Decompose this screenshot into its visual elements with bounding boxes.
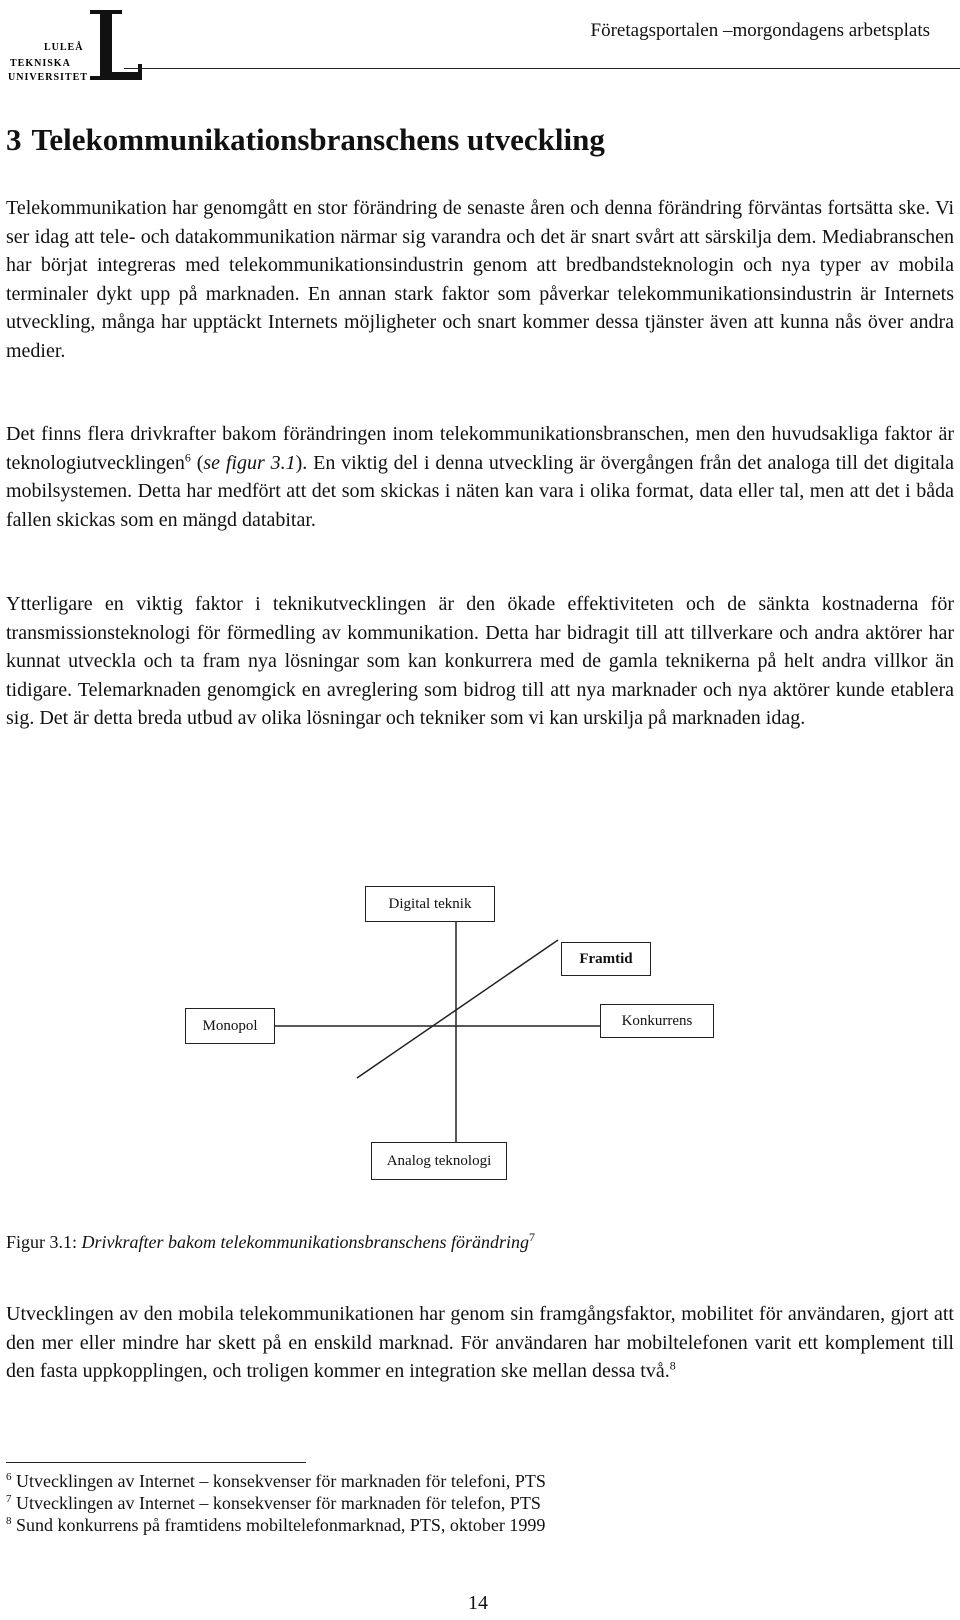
box-monopol: Monopol <box>185 1008 275 1044</box>
chapter-heading <box>6 122 605 158</box>
header-rule <box>124 68 960 69</box>
paragraph-2-text-a: Det finns flera drivkrafter bakom förändringen inom telekommunikationsbranschen, men den huvudsakliga faktor är teknologiutvecklingen <box>6 423 954 474</box>
running-title: Företagsportalen –morgondagens arbetsplats <box>590 20 930 41</box>
footnote-6-number: 6 <box>6 1471 12 1483</box>
paragraph-1: Telekommunikation har genomgått en stor förändring de senaste åren och denna förändring förväntas fortsätta ske. Vi ser idag att tele- och datakommunikation närmar sig varandra och det är snart svårt att särskilja dem. Mediabranschen har börjat integreras med telekommunikationsindustrin genom att bredbandsteknologin och nya typer av mobila terminaler dykt upp på marknaden. En annan stark faktor som påverkar telekommunikationsindustrin är Internets utveckling, många har upptäckt Internets möjligheter och snart kommer dessa tjänster även att kunna nås över andra medier. <box>6 197 954 362</box>
caption-text: Drivkrafter bakom telekommunikationsbranschens förändring <box>81 1232 529 1252</box>
figure-caption <box>6 1232 535 1253</box>
box-framtid: Framtid <box>561 942 651 976</box>
paragraph-4-text: Utvecklingen av den mobila telekommunikationen har genom sin framgångsfaktor, mobilitet för användaren, gjort att den mer eller mindre har skett på en enskild marknad. För användaren har mobiltelefonen varit ett komplement till den fasta uppkopplingen, och troligen kommer en integration ske mellan dessa två. <box>6 1303 954 1382</box>
footnote-6-text: Utvecklingen av Internet – konsekvenser för marknaden för telefoni, PTS <box>16 1471 546 1491</box>
paragraph-2 <box>6 420 954 534</box>
footnote-rule <box>6 1462 306 1463</box>
svg-text:LULEÅ: LULEÅ <box>44 42 84 53</box>
caption-prefix: Figur 3.1: <box>6 1232 82 1252</box>
figure-3-1 <box>0 880 960 1210</box>
page-number: 14 <box>468 1592 488 1614</box>
paragraph-2-open: ( <box>190 451 204 474</box>
university-logo <box>4 6 144 84</box>
page-header <box>0 0 960 83</box>
footnote-6 <box>6 1470 546 1492</box>
footnote-7 <box>6 1492 546 1514</box>
box-digital-teknik: Digital teknik <box>365 886 495 922</box>
footnote-8 <box>6 1514 546 1536</box>
footnote-ref-8[interactable]: 8 <box>669 1358 676 1373</box>
footnote-8-text: Sund konkurrens på framtidens mobiltelefonmarknad, PTS, oktober 1999 <box>16 1515 546 1535</box>
trend-arrow <box>357 940 558 1078</box>
svg-text:UNIVERSITET: UNIVERSITET <box>8 72 88 83</box>
footnote-7-number: 7 <box>6 1493 12 1505</box>
paragraph-2-text-b: ). En viktig del i denna utveckling är övergången från det analoga till det digitala mobilsystemen. Detta har medfört att det som skickas i näten kan vara i olika format, data eller tal, men att det i båda fallen skickas som en mängd databitar. <box>6 451 954 531</box>
footnote-ref-6[interactable]: 6 <box>184 449 191 464</box>
box-analog-teknologi: Analog teknologi <box>371 1142 507 1180</box>
box-konkurrens: Konkurrens <box>600 1004 714 1038</box>
footnote-ref-7[interactable]: 7 <box>528 1230 535 1244</box>
footnotes <box>6 1470 546 1536</box>
paragraph-4 <box>6 1300 954 1386</box>
chapter-title: Telekommunikationsbranschens utveckling <box>31 122 605 157</box>
chapter-number: 3 <box>6 122 22 157</box>
footnote-7-text: Utvecklingen av Internet – konsekvenser för marknaden för telefon, PTS <box>16 1493 541 1513</box>
footnote-8-number: 8 <box>6 1515 12 1527</box>
figure-reference: se figur 3.1 <box>203 451 296 474</box>
paragraph-3: Ytterligare en viktig faktor i teknikutvecklingen är den ökade effektiviteten och de sänkta kostnaderna för transmissionsteknologi för förmedling av kommunikation. Detta har bidragit till att tillverkare och andra aktörer har kunnat utveckla och ta fram nya lösningar som kan konkurrera med de gamla teknikerna på helt andra villkor än tidigare. Telemarknaden genomgick en avreglering som bidrog till att nya marknader och nya aktörer kunde etablera sig. Det är detta breda utbud av olika lösningar och tekniker som vi kan urskilja på marknaden idag. <box>6 593 954 729</box>
svg-text:TEKNISKA: TEKNISKA <box>10 58 71 69</box>
